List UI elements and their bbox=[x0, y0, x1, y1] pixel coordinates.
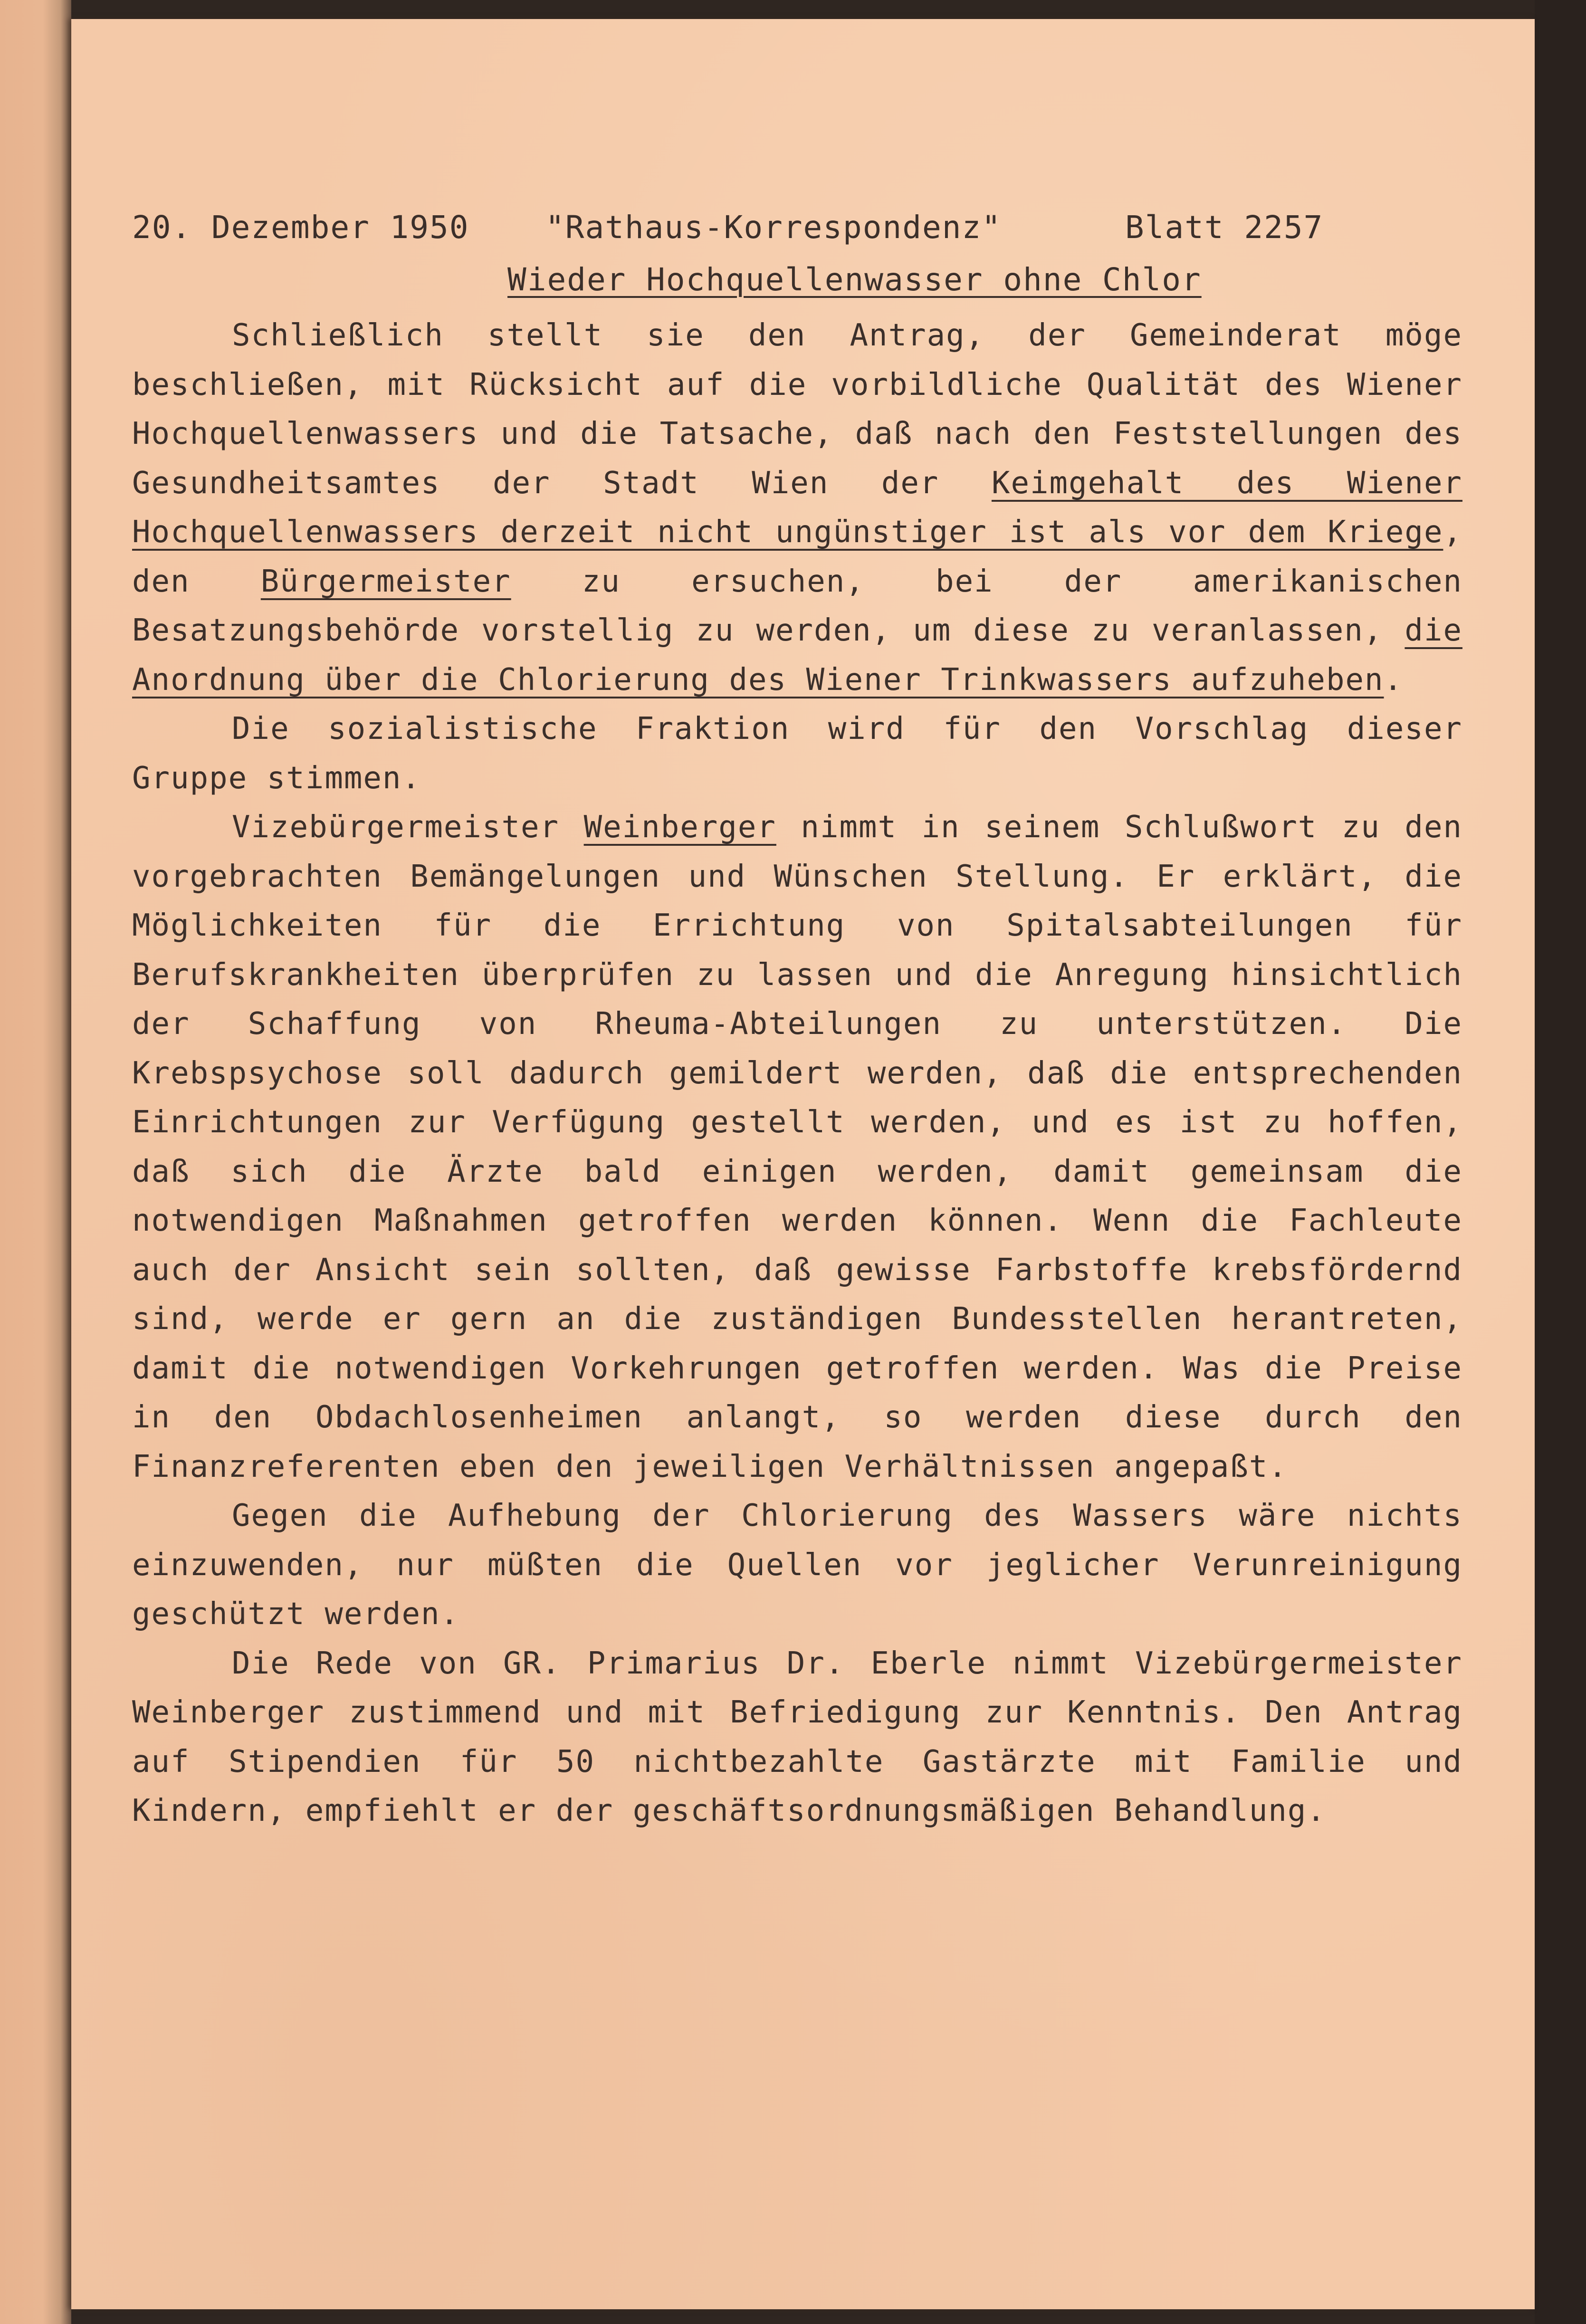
paragraph-1-underline-3: die Anordnung über die Chlorierung des Wiener Trinkwassers aufzuheben bbox=[132, 613, 1462, 698]
paragraph-3-text-b: nimmt in seinem Schlußwort zu den vorgebrachten Bemängelungen und Wünschen Stellung. Er erklärt, die Möglichkeiten für die Errichtung von Spitalsabteilungen für Berufskrankheiten überprüfen zu lassen und die Anregung hinsichtlich der Schaffung von Rheuma-Abteilungen zu unterstützen. Die Krebspsychose soll dadurch gemildert werden, daß die entsprechenden Einrichtungen zur Verfügung gestellt werden, und es ist zu hoffen, daß sich die Ärzte bald einigen werden, damit gemeinsam die notwendigen Maßnahmen getroffen werden können. Wenn die Fachleute auch der Ansicht sein sollten, daß gewisse Farbstoffe krebsfördernd sind, werde er gern an die zuständigen Bundesstellen herantreten, damit die notwendigen Vorkehrungen getroffen werden. Was die Preise in den Obdachlosenheimen anlangt, so werden diese durch den Finanzreferenten eben den jeweiligen Verhältnissen angepaßt. bbox=[132, 810, 1463, 1484]
paragraph-3-underline-1: Weinberger bbox=[583, 810, 776, 845]
paragraph-1-text-c: zu ersuchen, bei der amerikanischen Besatzungsbehörde vorstellig zu werden, um diese zu veranlassen, bbox=[132, 564, 1462, 648]
typewritten-document bbox=[132, 209, 1462, 1836]
scan-background bbox=[1535, 0, 1586, 2324]
paragraph-5: Die Rede von GR. Primarius Dr. Eberle nimmt Vizebürgermeister Weinberger zustimmend und mit Befriedigung zur Kenntnis. Den Antrag auf Stipendien für 50 nichtbezahlte Gastärzte mit Familie und Kindern, empfiehlt er der geschäftsordnungsmäßigen Behandlung. bbox=[132, 1645, 1462, 1828]
header-source: "Rathaus-Korrespondenz" bbox=[545, 209, 1002, 246]
paragraph-3 bbox=[132, 803, 1462, 1492]
article-title: Wieder Hochquellenwasser ohne Chlor bbox=[507, 261, 1202, 298]
header-sheet-number: Blatt 2257 bbox=[1125, 209, 1324, 246]
page-header bbox=[132, 209, 1462, 261]
paragraph-1-text-b: , den bbox=[132, 515, 1462, 599]
header-date: 20. Dezember 1950 bbox=[132, 209, 469, 246]
paragraph-1-text-a: Schließlich stellt sie den Antrag, der Gemeinderat möge beschließen, mit Rücksicht auf die vorbildliche Qualität des Wiener Hochquellenwassers und die Tatsache, daß nach den Feststellungen des Gesundheitsamtes der Stadt Wien der bbox=[132, 318, 1462, 501]
paragraph-4: Gegen die Aufhebung der Chlorierung des Wassers wäre nichts einzuwenden, nur müßten die Quellen vor jeglicher Verunreinigung geschützt werden. bbox=[132, 1498, 1462, 1632]
previous-page-edge bbox=[0, 0, 71, 2324]
paragraph-1-text-d: . bbox=[1384, 662, 1404, 698]
paragraph-1 bbox=[132, 311, 1462, 705]
paragraph-3-text-a: Vizebürgermeister bbox=[232, 810, 584, 845]
paragraph-1-underline-1: Keimgehalt des Wiener Hochquellenwassers derzeit nicht ungünstiger ist als vor dem Kriege bbox=[132, 465, 1463, 550]
paragraph-2: Die sozialistische Fraktion wird für den Vorschlag dieser Gruppe stimmen. bbox=[132, 711, 1462, 796]
paragraph-1-underline-2: Bürgermeister bbox=[260, 564, 511, 599]
